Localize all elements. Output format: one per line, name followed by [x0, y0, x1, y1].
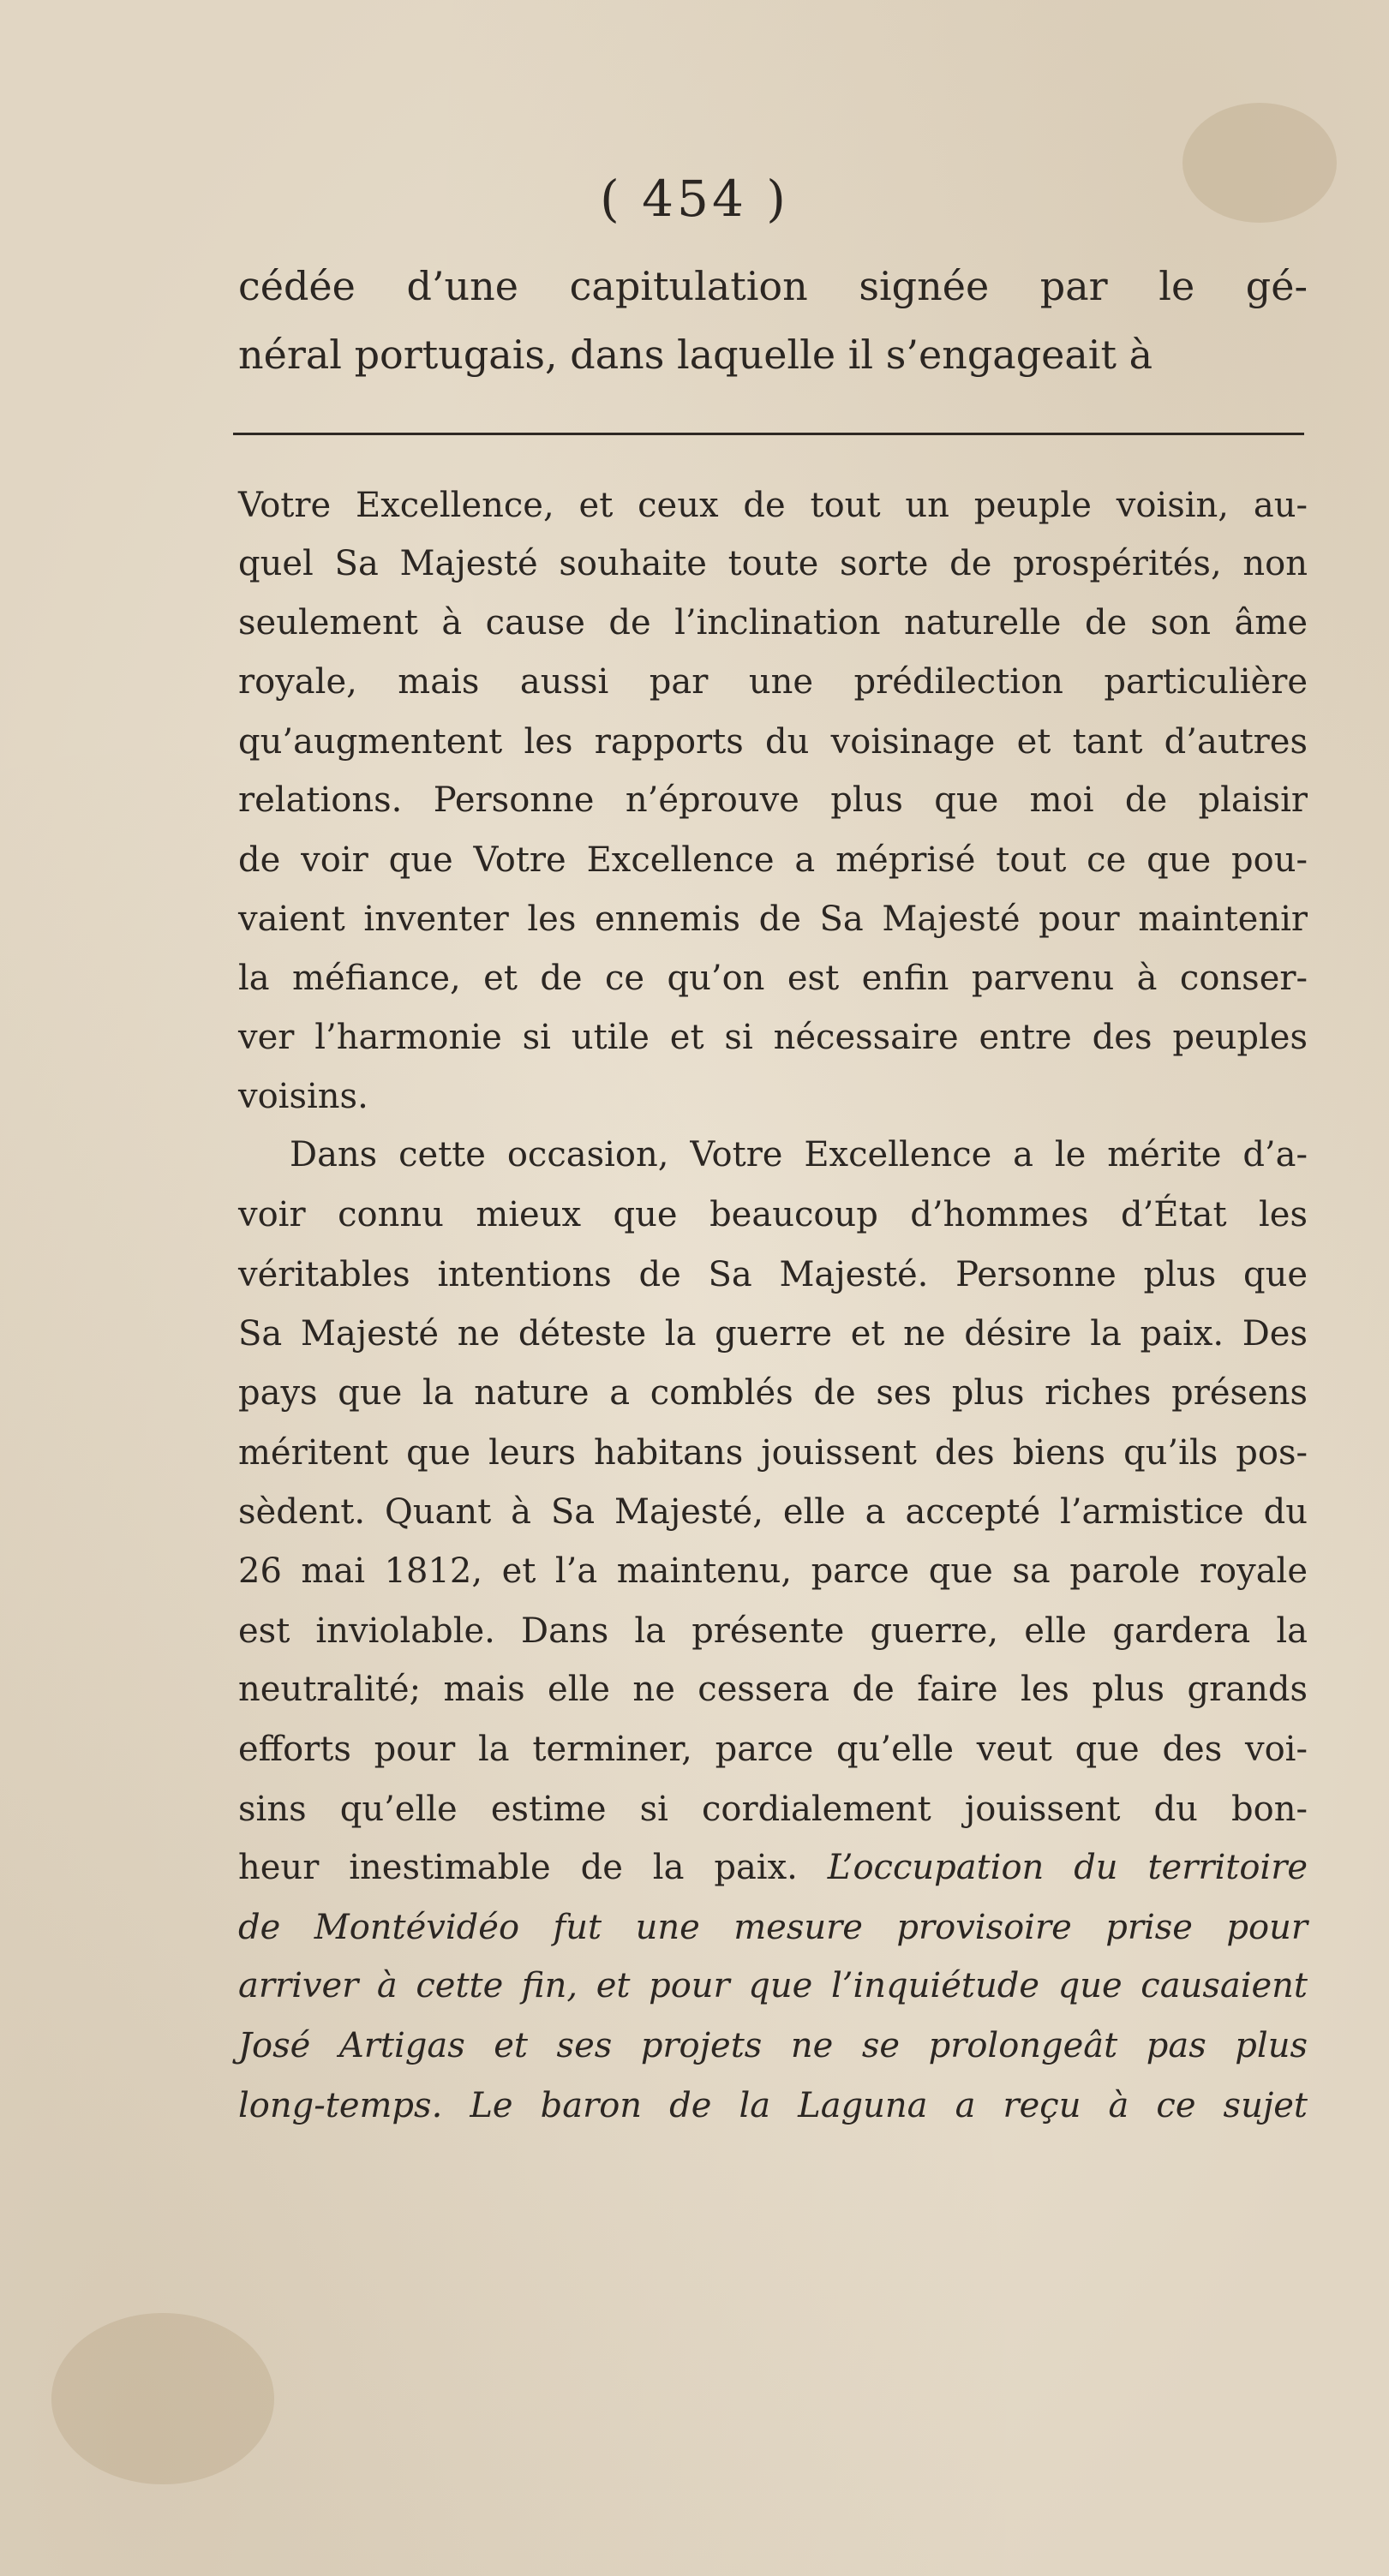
text-line: véritables intentions de Sa Majesté. Personne plus que — [238, 1255, 1308, 1294]
text-line: royale, mais aussi par une prédilection particulière — [238, 662, 1308, 702]
text-line: quel Sa Majesté souhaite toute sorte de prospérités, non — [238, 544, 1308, 583]
text-line: sins qu’elle estime si cordialement jouissent du bon- — [238, 1790, 1308, 1829]
text-line: de voir que Votre Excellence a méprisé tout ce que pou- — [238, 840, 1308, 880]
text-line: neutralité; mais elle ne cessera de faire les plus grands — [238, 1670, 1308, 1709]
text-line: relations. Personne n’éprouve plus que moi de plaisir — [238, 780, 1308, 820]
text-line-italic: arriver à cette fin, et pour que l’inquiétude que causaient — [238, 1966, 1308, 2005]
text-line: voisins. — [238, 1077, 368, 1116]
text-line-italic: José Artigas et ses projets ne se prolongeât pas plus — [238, 2026, 1308, 2065]
text-line: ver l’harmonie si utile et si nécessaire entre des peuples — [238, 1018, 1308, 1057]
text-line: vaient inventer les ennemis de Sa Majesté pour maintenir — [238, 900, 1308, 939]
text-line: est inviolable. Dans la présente guerre, elle gardera la — [238, 1611, 1308, 1651]
text-line: Dans cette occasion, Votre Excellence a le mérite d’a- — [290, 1135, 1308, 1174]
text-line: seulement à cause de l’inclination naturelle de son âme — [238, 603, 1308, 643]
text-line: 26 mai 1812, et l’a maintenu, parce que sa parole royale — [238, 1551, 1308, 1591]
text-line-italic: L’occupation du territoire — [827, 1848, 1308, 1887]
text-line: sèdent. Quant à Sa Majesté, elle a accepté l’armistice du — [238, 1492, 1308, 1532]
text-line-roman: heur inestimable de la paix. — [238, 1848, 798, 1887]
text-line: Sa Majesté ne déteste la guerre et ne désire la paix. Des — [238, 1314, 1308, 1354]
text-line: cédée d’une capitulation signée par le gé- — [238, 263, 1308, 309]
text-line: qu’augmentent les rapports du voisinage et tant d’autres — [238, 722, 1308, 762]
text-line: Votre Excellence, et ceux de tout un peuple voisin, au- — [238, 486, 1308, 525]
text-line: néral portugais, dans laquelle il s’engageait à — [238, 332, 1153, 378]
page-number: ( 454 ) — [600, 170, 789, 228]
text-line: pays que la nature a comblés de ses plus riches présens — [238, 1373, 1308, 1413]
horizontal-rule — [233, 433, 1304, 435]
text-line: efforts pour la terminer, parce qu’elle veut que des voi- — [238, 1730, 1308, 1769]
text-line: voir connu mieux que beaucoup d’hommes d’État les — [238, 1195, 1308, 1234]
text-line — [238, 1844, 1308, 1892]
paper-stain — [51, 2313, 274, 2484]
text-line: méritent que leurs habitans jouissent des biens qu’ils pos- — [238, 1433, 1308, 1473]
text-line-italic: long-temps. Le baron de la Laguna a reçu à ce sujet — [238, 2086, 1308, 2125]
text-line-italic: de Montévidéo fut une mesure provisoire prise pour — [238, 1908, 1308, 1947]
text-line: la méfiance, et de ce qu’on est enfin parvenu à conser- — [238, 959, 1308, 998]
